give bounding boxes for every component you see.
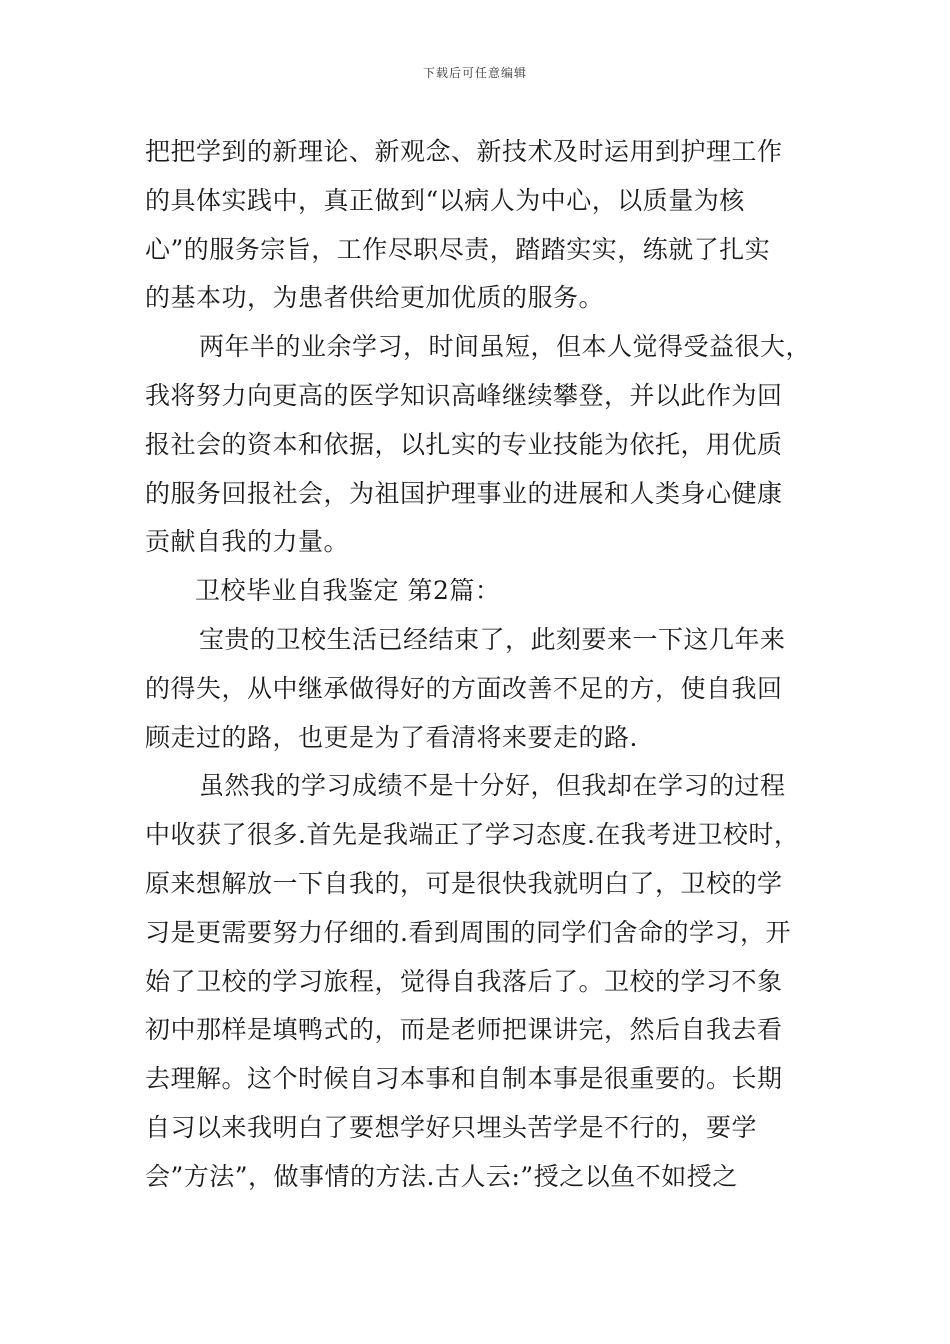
text-line-paragraph-start: 宝贵的卫校生活已经结束了，此刻要来一下这几年来 bbox=[199, 624, 786, 654]
text-line: 初中那样是填鸭式的，而是老师把课讲完，然后自我去看 bbox=[145, 1015, 783, 1045]
text-line: 的服务回报社会，为祖国护理事业的进展和人类身心健康 bbox=[145, 478, 783, 508]
text-line: 习是更需要努力仔细的.看到周围的同学们舍命的学习，开 bbox=[145, 917, 791, 947]
text-line: 去理解。这个时候自习本事和自制本事是很重要的。长期 bbox=[145, 1064, 783, 1094]
text-line: 会”方法”，做事情的方法.古人云:”授之以鱼不如授之 bbox=[145, 1161, 738, 1191]
page-header: 下载后可任意编辑 bbox=[422, 66, 527, 80]
text-line: 始了卫校的学习旅程，觉得自我落后了。卫校的学习不象 bbox=[145, 966, 783, 996]
text-line: 贡献自我的力量。 bbox=[145, 527, 350, 557]
text-line: 中收获了很多.首先是我端正了学习态度.在我考进卫校时， bbox=[145, 820, 800, 850]
text-line-paragraph-start: 虽然我的学习成绩不是十分好，但我却在学习的过程 bbox=[199, 771, 786, 801]
text-line: 的基本功，为患者供给更加优质的服务。 bbox=[145, 283, 605, 313]
text-line: 我将努力向更高的医学知识高峰继续攀登，并以此作为回 bbox=[145, 380, 783, 410]
text-line: 顾走过的路，也更是为了看清将来要走的路. bbox=[145, 722, 638, 752]
text-line-paragraph-start: 两年半的业余学习，时间虽短，但本人觉得受益很大， bbox=[199, 332, 812, 362]
text-line: 的具体实践中，真正做到“以病人为中心，以质量为核 bbox=[145, 185, 745, 215]
text-line: 的得失，从中继承做得好的方面改善不足的方，使自我回 bbox=[145, 673, 783, 703]
section-heading: 卫校毕业自我鉴定 第2篇： bbox=[195, 576, 501, 606]
document-body bbox=[145, 128, 825, 1202]
text-line: 报社会的资本和依据，以扎实的专业技能为依托，用优质 bbox=[145, 429, 783, 459]
text-line: 原来想解放一下自我的，可是很快我就明白了，卫校的学 bbox=[145, 868, 783, 898]
text-line: 自习以来我明白了要想学好只埋头苦学是不行的，要学 bbox=[145, 1112, 758, 1142]
text-line: 心”的服务宗旨，工作尽职尽责，踏踏实实，练就了扎实 bbox=[145, 234, 771, 264]
text-line: 把把学到的新理论、新观念、新技术及时运用到护理工作 bbox=[145, 137, 783, 166]
